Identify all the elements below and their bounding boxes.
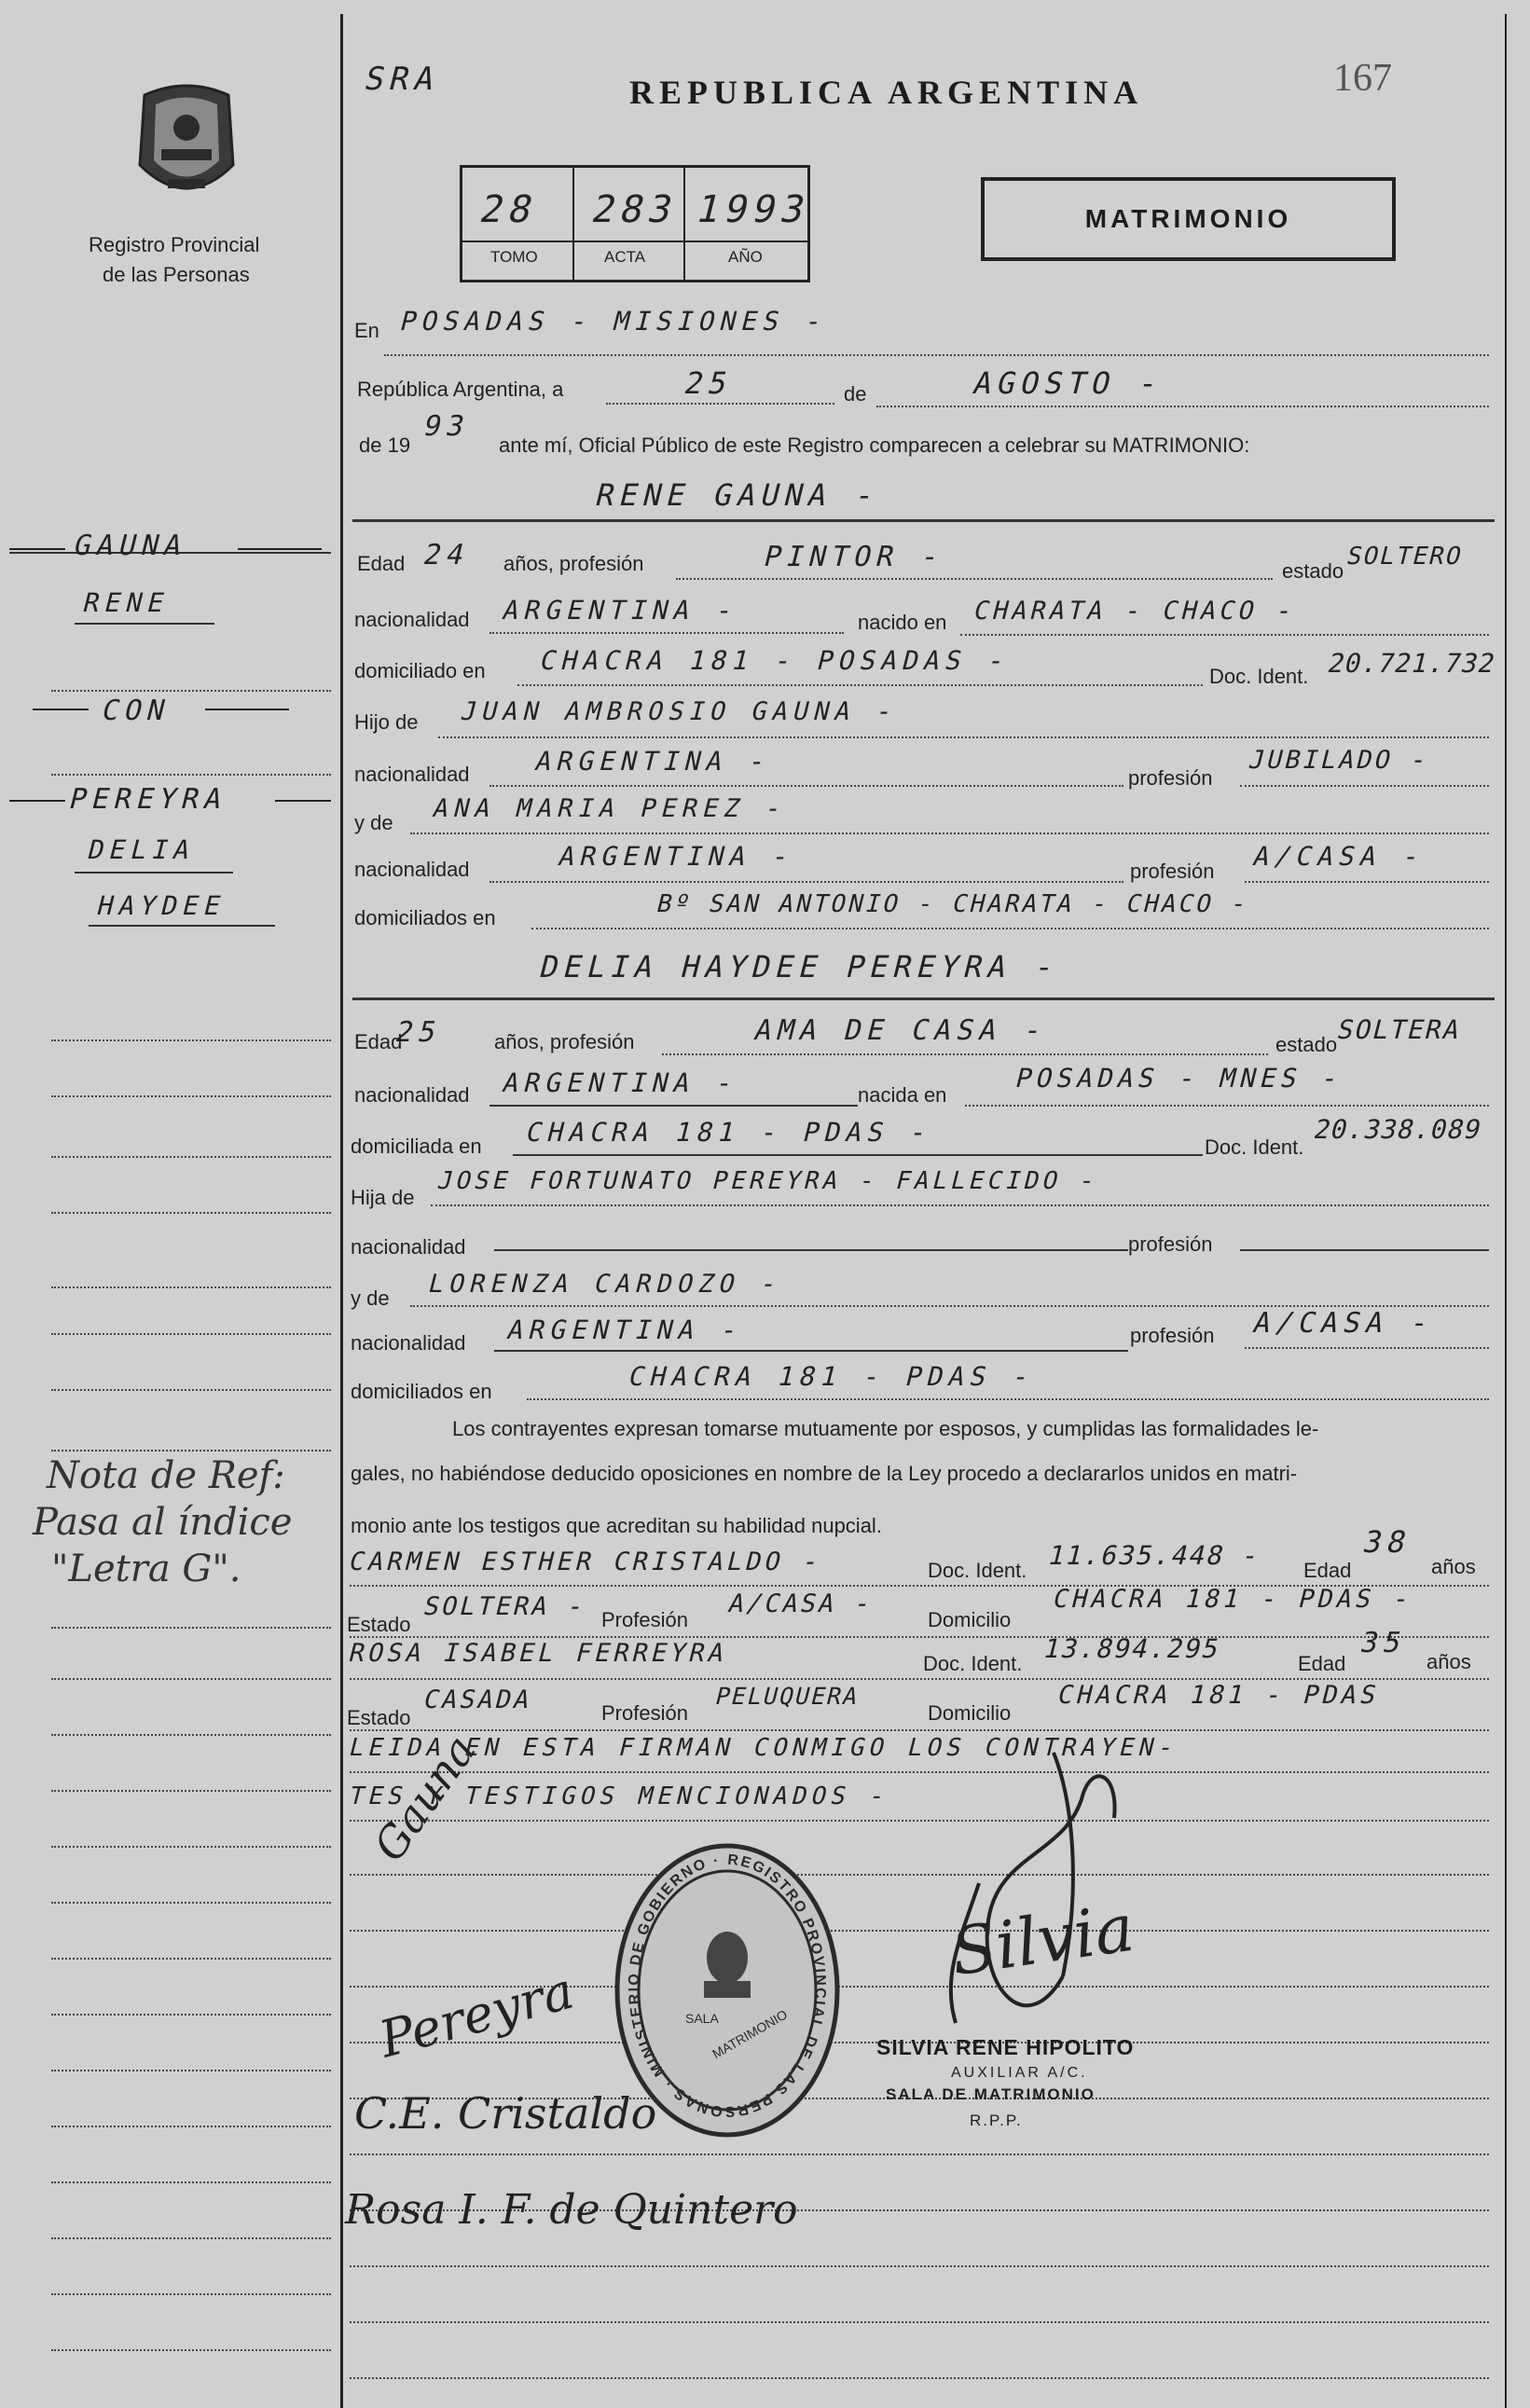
groom-edad-label: Edad	[357, 552, 406, 575]
closing-line1: LEIDA EN ESTA FIRMAN CONMIGO LOS CONTRAYEN-	[346, 1734, 1181, 1762]
country-title: REPUBLICA ARGENTINA	[629, 74, 1144, 111]
groom-nac-label: nacionalidad	[354, 608, 470, 631]
acta-value: 283	[587, 188, 682, 231]
official-stamp	[611, 1837, 844, 2144]
witness1-domicilio: CHACRA 181 - PDAS -	[1050, 1585, 1416, 1614]
groom-anos-prof-label: años, profesión	[503, 552, 644, 575]
groom-madre-nac: ARGENTINA -	[555, 841, 798, 872]
bride-anos-prof-label: años, profesión	[494, 1030, 635, 1053]
bride-prof2-label: profesión	[1130, 1324, 1215, 1347]
bride-estado: SOLTERA	[1333, 1014, 1466, 1045]
groom-doms-label: domiciliados en	[354, 906, 496, 929]
officer-title: AUXILIAR A/C.	[951, 2065, 1088, 2081]
witness1-dom-label: Domicilio	[928, 1608, 1012, 1631]
declaration-line3: monio ante los testigos que acreditan su habilidad nupcial.	[351, 1514, 882, 1537]
republica-label: República Argentina, a	[357, 378, 564, 401]
statement-text: ante mí, Oficial Público de este Registro comparecen a celebrar su MATRIMONIO:	[499, 433, 1250, 457]
bride-madre-prof: A/CASA -	[1249, 1307, 1438, 1340]
acta-label: ACTA	[604, 248, 646, 266]
record-box	[460, 165, 816, 282]
witness2-profesion: PELUQUERA	[712, 1683, 863, 1710]
doc-type-label: MATRIMONIO	[1084, 204, 1292, 233]
signature-groom: Gauna	[364, 1726, 486, 1870]
groom-madre-prof: A/CASA -	[1249, 841, 1428, 872]
declaration-line2: gales, no habiéndose deducido oposiciones en nombre de la Ley procedo a declararlos unidos en matri-	[351, 1462, 1298, 1485]
officer-name: SILVIA RENE HIPOLITO	[876, 2035, 1135, 2059]
margin-bride-surname: PEREYRA	[65, 783, 231, 816]
groom-prof2-label: profesión	[1130, 860, 1215, 883]
groom-padres-dom: Bº SAN ANTONIO - CHARATA - CHACO -	[654, 890, 1252, 918]
margin-note-line2: Pasa al índice	[33, 1501, 293, 1544]
groom-yde-label: y de	[354, 811, 393, 834]
groom-nacido-en: CHARATA - CHACO -	[971, 597, 1300, 626]
groom-full-name: RENE GAUNA -	[592, 477, 884, 513]
witness2-doc: 13.894.295	[1040, 1633, 1224, 1664]
groom-padre: JUAN AMBROSIO GAUNA -	[458, 697, 902, 726]
stamp-center2: MATRIMONIO	[710, 2006, 791, 2062]
groom-dom-label: domiciliado en	[354, 659, 486, 682]
groom-estado: SOLTERO	[1344, 543, 1467, 571]
bride-madre-nac: ARGENTINA -	[503, 1314, 747, 1345]
bride-estado-label: estado	[1275, 1033, 1338, 1056]
initials-mark: SRA	[361, 61, 445, 98]
groom-padre-prof: JUBILADO -	[1246, 746, 1433, 775]
folio-number: 167	[1333, 57, 1392, 100]
margin-groom-name: RENE	[79, 587, 173, 618]
groom-nacido-label: nacido en	[858, 611, 947, 634]
bride-doc-label: Doc. Ident.	[1205, 1135, 1304, 1159]
signature-officer: Silvia	[946, 1889, 1139, 1991]
witness2-estado-label: Estado	[347, 1706, 411, 1729]
witness2-edad-label: Edad	[1298, 1652, 1346, 1675]
de19-label: de 19	[359, 433, 411, 457]
bride-dom-label: domiciliada en	[351, 1135, 482, 1158]
bride-padre: JOSE FORTUNATO PEREYRA - FALLECIDO -	[434, 1167, 1102, 1195]
bride-full-name: DELIA HAYDEE PEREYRA -	[536, 949, 1064, 984]
signature-witness2: Rosa I. F. de Quintero	[345, 2186, 798, 2234]
groom-nac2-label: nacionalidad	[354, 763, 470, 786]
witness2-estado: CASADA	[420, 1686, 536, 1714]
bride-nacida-label: nacida en	[858, 1083, 947, 1107]
bride-madre: LORENZA CARDOZO -	[425, 1270, 786, 1299]
groom-domicilio: CHACRA 181 - POSADAS -	[536, 645, 1013, 676]
witness1-anos-label: años	[1431, 1555, 1476, 1578]
witness1-doc: 11.635.448 -	[1044, 1540, 1264, 1571]
margin-note-line3: "Letra G".	[51, 1548, 241, 1590]
witness2-doc-label: Doc. Ident.	[923, 1652, 1023, 1675]
witness1-doc-label: Doc. Ident.	[928, 1559, 1027, 1582]
groom-nacionalidad: ARGENTINA -	[499, 595, 742, 626]
bride-profesion: AMA DE CASA -	[751, 1014, 1052, 1047]
witness2-prof-label: Profesión	[601, 1701, 688, 1725]
bride-hija-label: Hija de	[351, 1186, 415, 1209]
province-seal-icon	[126, 76, 247, 212]
margin-bride-name1: DELIA	[84, 834, 200, 865]
groom-doc-label: Doc. Ident.	[1209, 665, 1309, 688]
witness2-dom-label: Domicilio	[928, 1701, 1012, 1725]
bride-nacionalidad: ARGENTINA -	[499, 1067, 742, 1098]
witness1-edad: 38	[1359, 1524, 1416, 1560]
year-value: 93	[420, 410, 474, 443]
bride-nacida-en: POSADAS - MNES -	[1012, 1063, 1346, 1094]
margin-note-line1: Nota de Ref:	[47, 1454, 285, 1497]
bride-doms-label: domiciliados en	[351, 1380, 492, 1403]
officer-signature-loops	[923, 1743, 1165, 2051]
margin-con: CON	[98, 695, 174, 727]
tomo-label: TOMO	[490, 248, 538, 266]
registry-name-line1: Registro Provincial	[89, 233, 260, 256]
stamp-center1: SALA	[685, 2011, 719, 2026]
bride-madre-dom: CHACRA 181 - PDAS -	[625, 1361, 1039, 1392]
officer-sala: SALA DE MATRIMONIO	[886, 2085, 1096, 2103]
witness1-estado: SOLTERA -	[420, 1592, 590, 1621]
place-value: POSADAS - MISIONES -	[396, 306, 832, 337]
witness2-anos-label: años	[1427, 1650, 1471, 1673]
bride-prof-label: profesión	[1128, 1232, 1213, 1256]
groom-profesion: PINTOR -	[760, 541, 948, 573]
month-value: AGOSTO -	[970, 365, 1167, 401]
bride-nac-label: nacionalidad	[354, 1083, 470, 1107]
day-value: 25	[681, 365, 737, 401]
closing-line2: TES Y TESTIGOS MENCIONADOS -	[346, 1782, 893, 1810]
witness1-estado-label: Estado	[347, 1613, 411, 1636]
bride-nac2-label: nacionalidad	[351, 1235, 466, 1259]
groom-padre-nac: ARGENTINA -	[531, 746, 775, 777]
groom-hijo-label: Hijo de	[354, 710, 419, 734]
signature-bride: Pereyra	[373, 1961, 580, 2070]
doc-type-box	[981, 177, 1396, 261]
witness1-name: CARMEN ESTHER CRISTALDO -	[346, 1548, 826, 1576]
groom-edad: 24	[420, 539, 474, 571]
signature-witness1: C.E. Cristaldo	[354, 2088, 657, 2139]
anio-label: AÑO	[728, 248, 763, 266]
margin-groom-surname: GAUNA	[70, 530, 191, 562]
groom-madre: ANA MARIA PEREZ -	[430, 794, 791, 823]
officer-rpp: R.P.P.	[970, 2112, 1023, 2129]
de-label: de	[844, 382, 867, 406]
bride-yde-label: y de	[351, 1287, 390, 1310]
groom-nac3-label: nacionalidad	[354, 858, 470, 881]
bride-edad-label: Edad	[354, 1030, 403, 1053]
bride-doc: 20.338.089	[1310, 1114, 1485, 1145]
declaration-line1: Los contrayentes expresan tomarse mutuamente por esposos, y cumplidas las formalidades le-	[452, 1417, 1319, 1440]
en-label: En	[354, 319, 379, 342]
witness2-edad: 35	[1357, 1627, 1411, 1659]
tomo-value: 28	[476, 188, 543, 231]
right-margin-rule	[1505, 14, 1507, 2408]
margin-bride-name2: HAYDEE	[93, 890, 230, 921]
anio-value: 1993	[692, 188, 816, 231]
witness1-profesion: A/CASA -	[725, 1589, 876, 1618]
witness1-prof-label: Profesión	[601, 1608, 688, 1631]
bride-nac3-label: nacionalidad	[351, 1331, 466, 1355]
witness2-name: ROSA ISABEL FERREYRA	[346, 1639, 731, 1668]
witness2-domicilio: CHACRA 181 - PDAS	[1054, 1681, 1384, 1710]
groom-estado-label: estado	[1282, 559, 1344, 583]
witness1-edad-label: Edad	[1303, 1559, 1352, 1582]
bride-edad: 25	[392, 1016, 446, 1049]
stamp-ring-text: REGISTRO PROVINCIAL DE LAS PERSONAS · MINISTERIO DE GOBIERNO ·	[626, 1851, 829, 2120]
bride-domicilio: CHACRA 181 - PDAS -	[522, 1117, 936, 1148]
left-margin-rule	[340, 14, 343, 2408]
groom-doc: 20.721.732	[1324, 648, 1499, 679]
registry-name-line2: de las Personas	[103, 263, 250, 286]
groom-prof-label: profesión	[1128, 766, 1213, 790]
